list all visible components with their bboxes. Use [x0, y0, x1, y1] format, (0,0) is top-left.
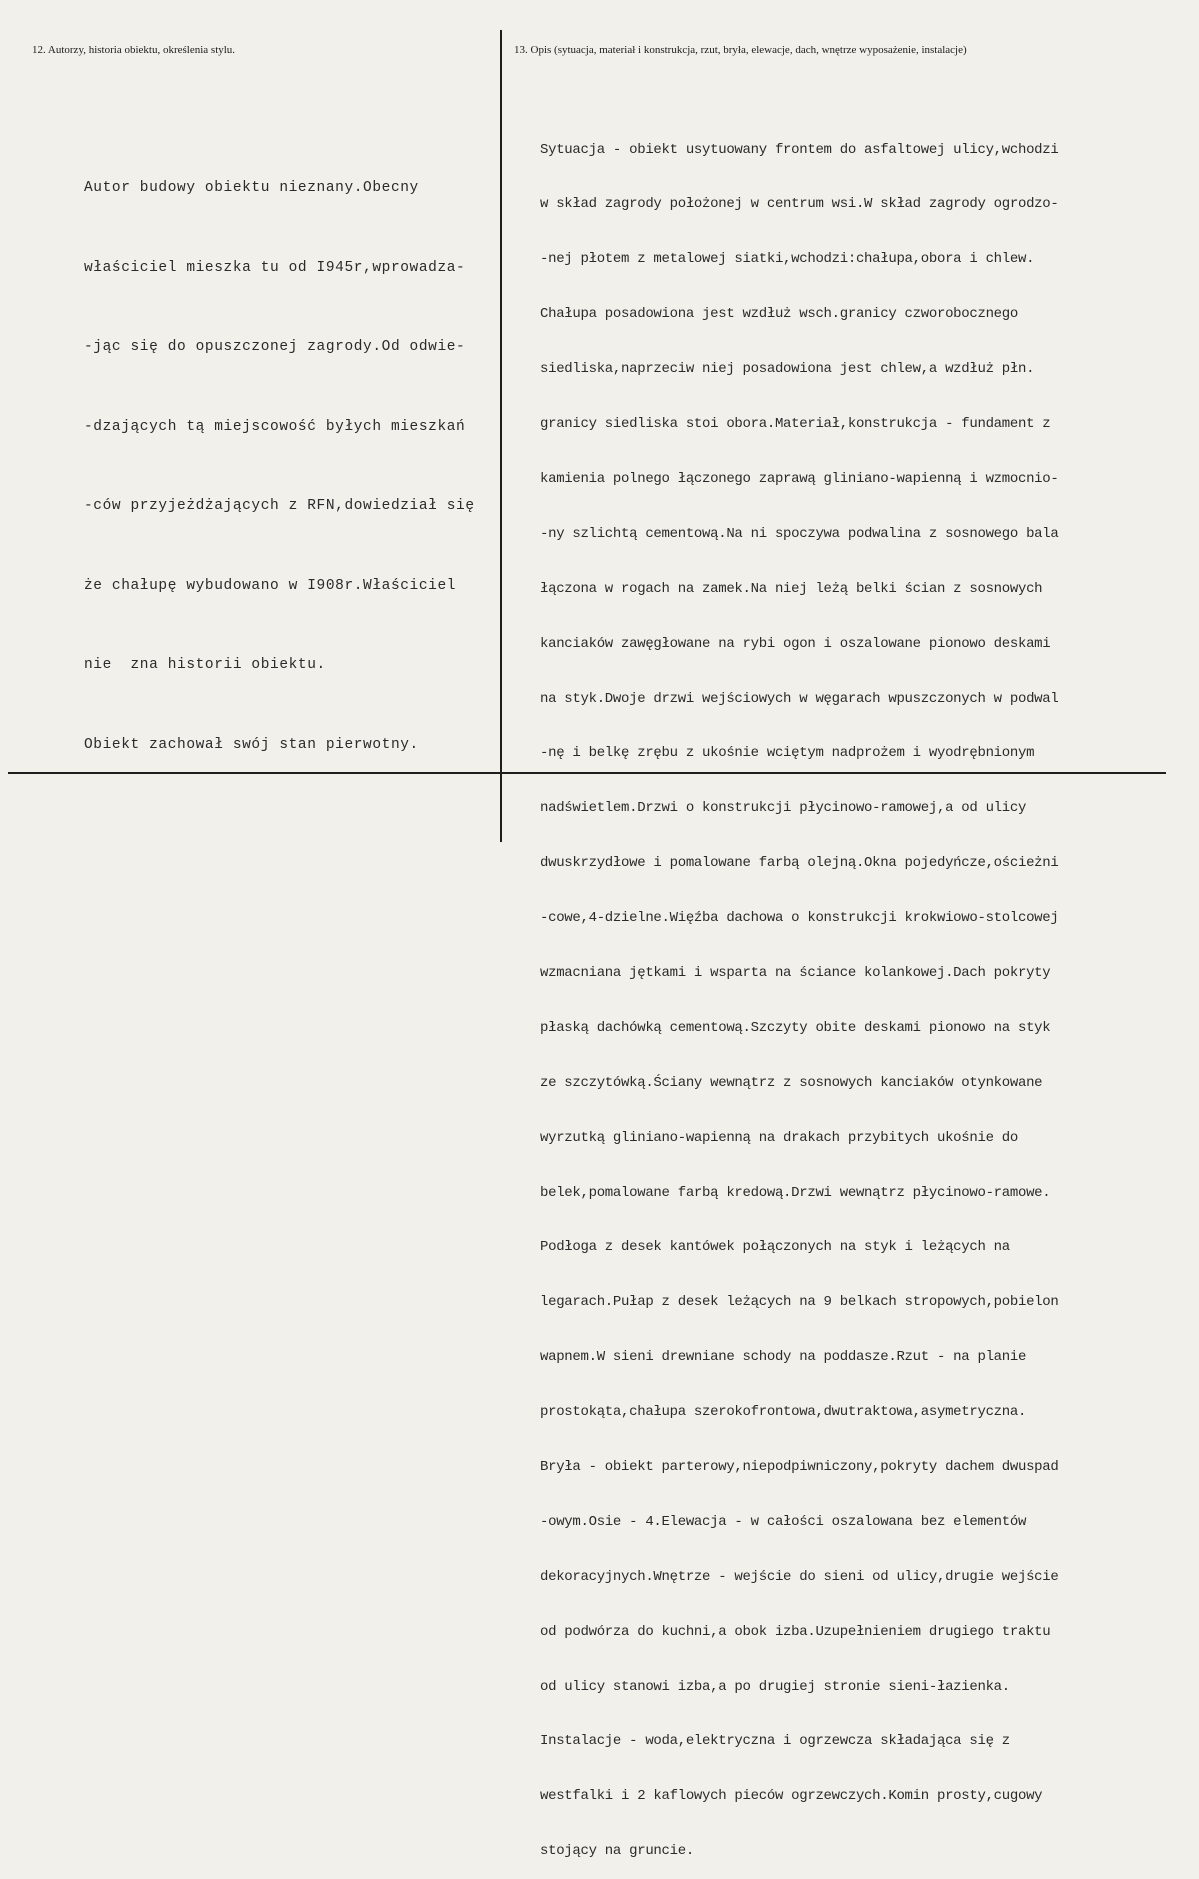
text-line: w skład zagrody położonej w centrum wsi.W skład zagrody ogrodzo- [540, 196, 1059, 213]
text-line: legarach.Pułap z desek leżących na 9 belkach stropowych,pobielon [540, 1294, 1059, 1311]
section-12-heading: 12. Autorzy, historia obiektu, określenia stylu. [32, 44, 236, 56]
text-line: od podwórza do kuchni,a obok izba.Uzupełnieniem drugiego traktu [540, 1623, 1051, 1640]
text-line: Instalacje - woda,elektryczna i ogrzewcza składająca się z [540, 1733, 1010, 1750]
text-line: -jąc się do opuszczonej zagrody.Od odwie- [84, 339, 466, 355]
description-text [540, 104, 1059, 1879]
text-line: od ulicy stanowi izba,a po drugiej stronie sieni-łazienka. [540, 1678, 1010, 1695]
text-line: -owym.Osie - 4.Elewacja - w całości oszalowana bez elementów [540, 1513, 1027, 1530]
text-line: dekoracyjnych.Wnętrze - wejście do sieni od ulicy,drugie wejście [540, 1568, 1059, 1585]
text-line: Autor budowy obiektu nieznany.Obecny [84, 180, 419, 196]
text-line: Sytuacja - obiekt usytuowany frontem do asfaltowej ulicy,wchodzi [540, 141, 1059, 158]
text-line: ze szczytówką.Ściany wewnątrz z sosnowych kanciaków otynkowane [540, 1074, 1043, 1091]
text-line: prostokąta,chałupa szerokofrontowa,dwutraktowa,asymetryczna. [540, 1404, 1027, 1421]
text-line: wyrzutką gliniano-wapienną na drakach przybitych ukośnie do [540, 1129, 1018, 1146]
text-line: kanciaków zawęgłowane na rybi ogon i oszalowane pionowo deskami [540, 635, 1051, 652]
text-line: belek,pomalowane farbą kredową.Drzwi wewnątrz płycinowo-ramowe. [540, 1184, 1051, 1201]
text-line: na styk.Dwoje drzwi wejściowych w węgarach wpuszczonych w podwal [540, 690, 1059, 707]
text-line: wapnem.W sieni drewniane schody na poddasze.Rzut - na planie [540, 1349, 1027, 1366]
column-divider [500, 30, 502, 842]
text-line: Bryła - obiekt parterowy,niepodpiwniczony,pokryty dachem dwuspad [540, 1458, 1059, 1475]
text-line: nadświetlem.Drzwi o konstrukcji płycinowo-ramowej,a od ulicy [540, 800, 1027, 817]
text-line: łączona w rogach na zamek.Na niej leżą belki ścian z sosnowych [540, 580, 1043, 597]
text-line: że chałupę wybudowano w I908r.Właściciel [84, 577, 457, 594]
text-line: -ny szlichtą cementową.Na ni spoczywa podwalina z sosnowego bala [540, 525, 1059, 542]
text-line: westfalki i 2 kaflowych pieców ogrzewczych.Komin prosty,cugowy [540, 1788, 1043, 1805]
text-line: nie zna historii obiektu. [84, 657, 326, 673]
text-line: wzmacniana jętkami i wsparta na ściance kolankowej.Dach pokryty [540, 964, 1051, 981]
text-line: -cowe,4-dzielne.Więźba dachowa o konstrukcji krokwiowo-stolcowej [540, 910, 1059, 927]
text-line: -ców przyjeżdżających z RFN,dowiedział się [84, 498, 475, 514]
section-13-heading: 13. Opis (sytuacja, materiał i konstrukcja, rzut, bryła, elewacje, dach, wnętrze wyposażenie, instalacje) [514, 44, 967, 56]
text-line: Obiekt zachował swój stan pierwotny. [84, 736, 419, 753]
text-line: stojący na gruncie. [540, 1843, 694, 1860]
text-line: płaską dachówką cementową.Szczyty obite deskami pionowo na styk [540, 1019, 1051, 1036]
text-line: -nę i belkę zrębu z ukośnie wciętym nadprożem i wyodrębnionym [540, 745, 1035, 762]
text-line: granicy siedliska stoi obora.Materiał,konstrukcja - fundament z [540, 416, 1051, 433]
text-line: Chałupa posadowiona jest wzdłuż wsch.granicy czworobocznego [540, 306, 1018, 323]
text-line: dwuskrzydłowe i pomalowane farbą olejną.Okna pojedyńcze,ościeżni [540, 855, 1059, 872]
text-line: siedliska,naprzeciw niej posadowiona jest chlew,a wzdłuż płn. [540, 361, 1035, 378]
text-line: -dzających tą miejscowość byłych mieszkań [84, 418, 466, 435]
text-line: Podłoga z desek kantówek połączonych na styk i leżących na [540, 1239, 1010, 1256]
text-line: kamienia polnego łączonego zaprawą gliniano-wapienną i wzmocnio- [540, 470, 1059, 487]
authors-history-text [84, 122, 475, 785]
text-line: -nej płotem z metalowej siatki,wchodzi:chałupa,obora i chlew. [540, 251, 1035, 268]
text-line: właściciel mieszka tu od I945r,wprowadza- [84, 259, 466, 276]
